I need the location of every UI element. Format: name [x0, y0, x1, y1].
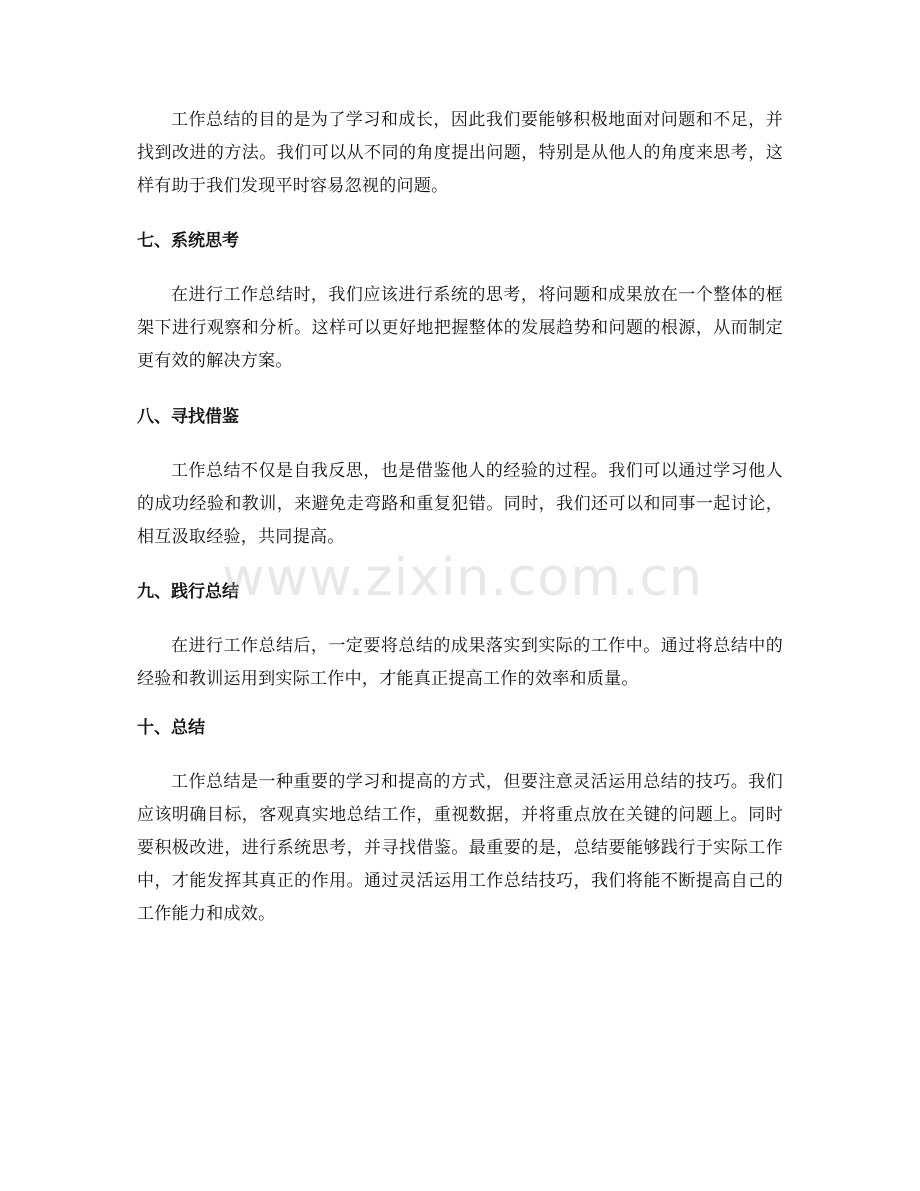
section-9-heading-block: [137, 580, 783, 604]
section-heading: 七、系统思考: [137, 231, 239, 251]
section-10-heading-block: [137, 716, 783, 740]
section-8-body: [137, 455, 783, 554]
section-paragraph: 工作总结是一种重要的学习和提高的方式，但要注意灵活运用总结的技巧。我们应该明确目标，客观真实地总结工作，重视数据，并将重点放在关键的问题上。同时要积极改进，进行系统思考，并寻找借鉴。最重要的是，总结要能够践行于实际工作中，才能发挥其真正的作用。通过灵活运用工作总结技巧，我们将能不断提高自己的工作能力和成效。: [137, 772, 783, 924]
section-paragraph: 在进行工作总结后，一定要将总结的成果落实到实际的工作中。通过将总结中的经验和教训运用到实际工作中，才能真正提高工作的效率和质量。: [137, 636, 783, 689]
section-heading: 八、寻找借鉴: [137, 407, 239, 427]
section-heading: 十、总结: [137, 718, 205, 738]
section-heading: 九、践行总结: [137, 582, 239, 602]
section-paragraph: 工作总结不仅是自我反思，也是借鉴他人的经验的过程。我们可以通过学习他人的成功经验和教训，来避免走弯路和重复犯错。同时，我们还可以和同事一起讨论，相互汲取经验，共同提高。: [137, 461, 783, 547]
section-9-body: [137, 630, 783, 696]
section-8-heading-block: [137, 405, 783, 429]
watermark: www.zixin.com.cn: [222, 548, 703, 608]
intro-block: [137, 104, 783, 203]
section-7-body: [137, 279, 783, 378]
section-10-body: [137, 766, 783, 931]
section-paragraph: 在进行工作总结时，我们应该进行系统的思考，将问题和成果放在一个整体的框架下进行观察和分析。这样可以更好地把握整体的发展趋势和问题的根源，从而制定更有效的解决方案。: [137, 285, 783, 371]
section-7-heading-block: [137, 229, 783, 253]
intro-paragraph: 工作总结的目的是为了学习和成长，因此我们要能够积极地面对问题和不足，并找到改进的方法。我们可以从不同的角度提出问题，特别是从他人的角度来思考，这样有助于我们发现平时容易忽视的问题。: [137, 110, 783, 196]
